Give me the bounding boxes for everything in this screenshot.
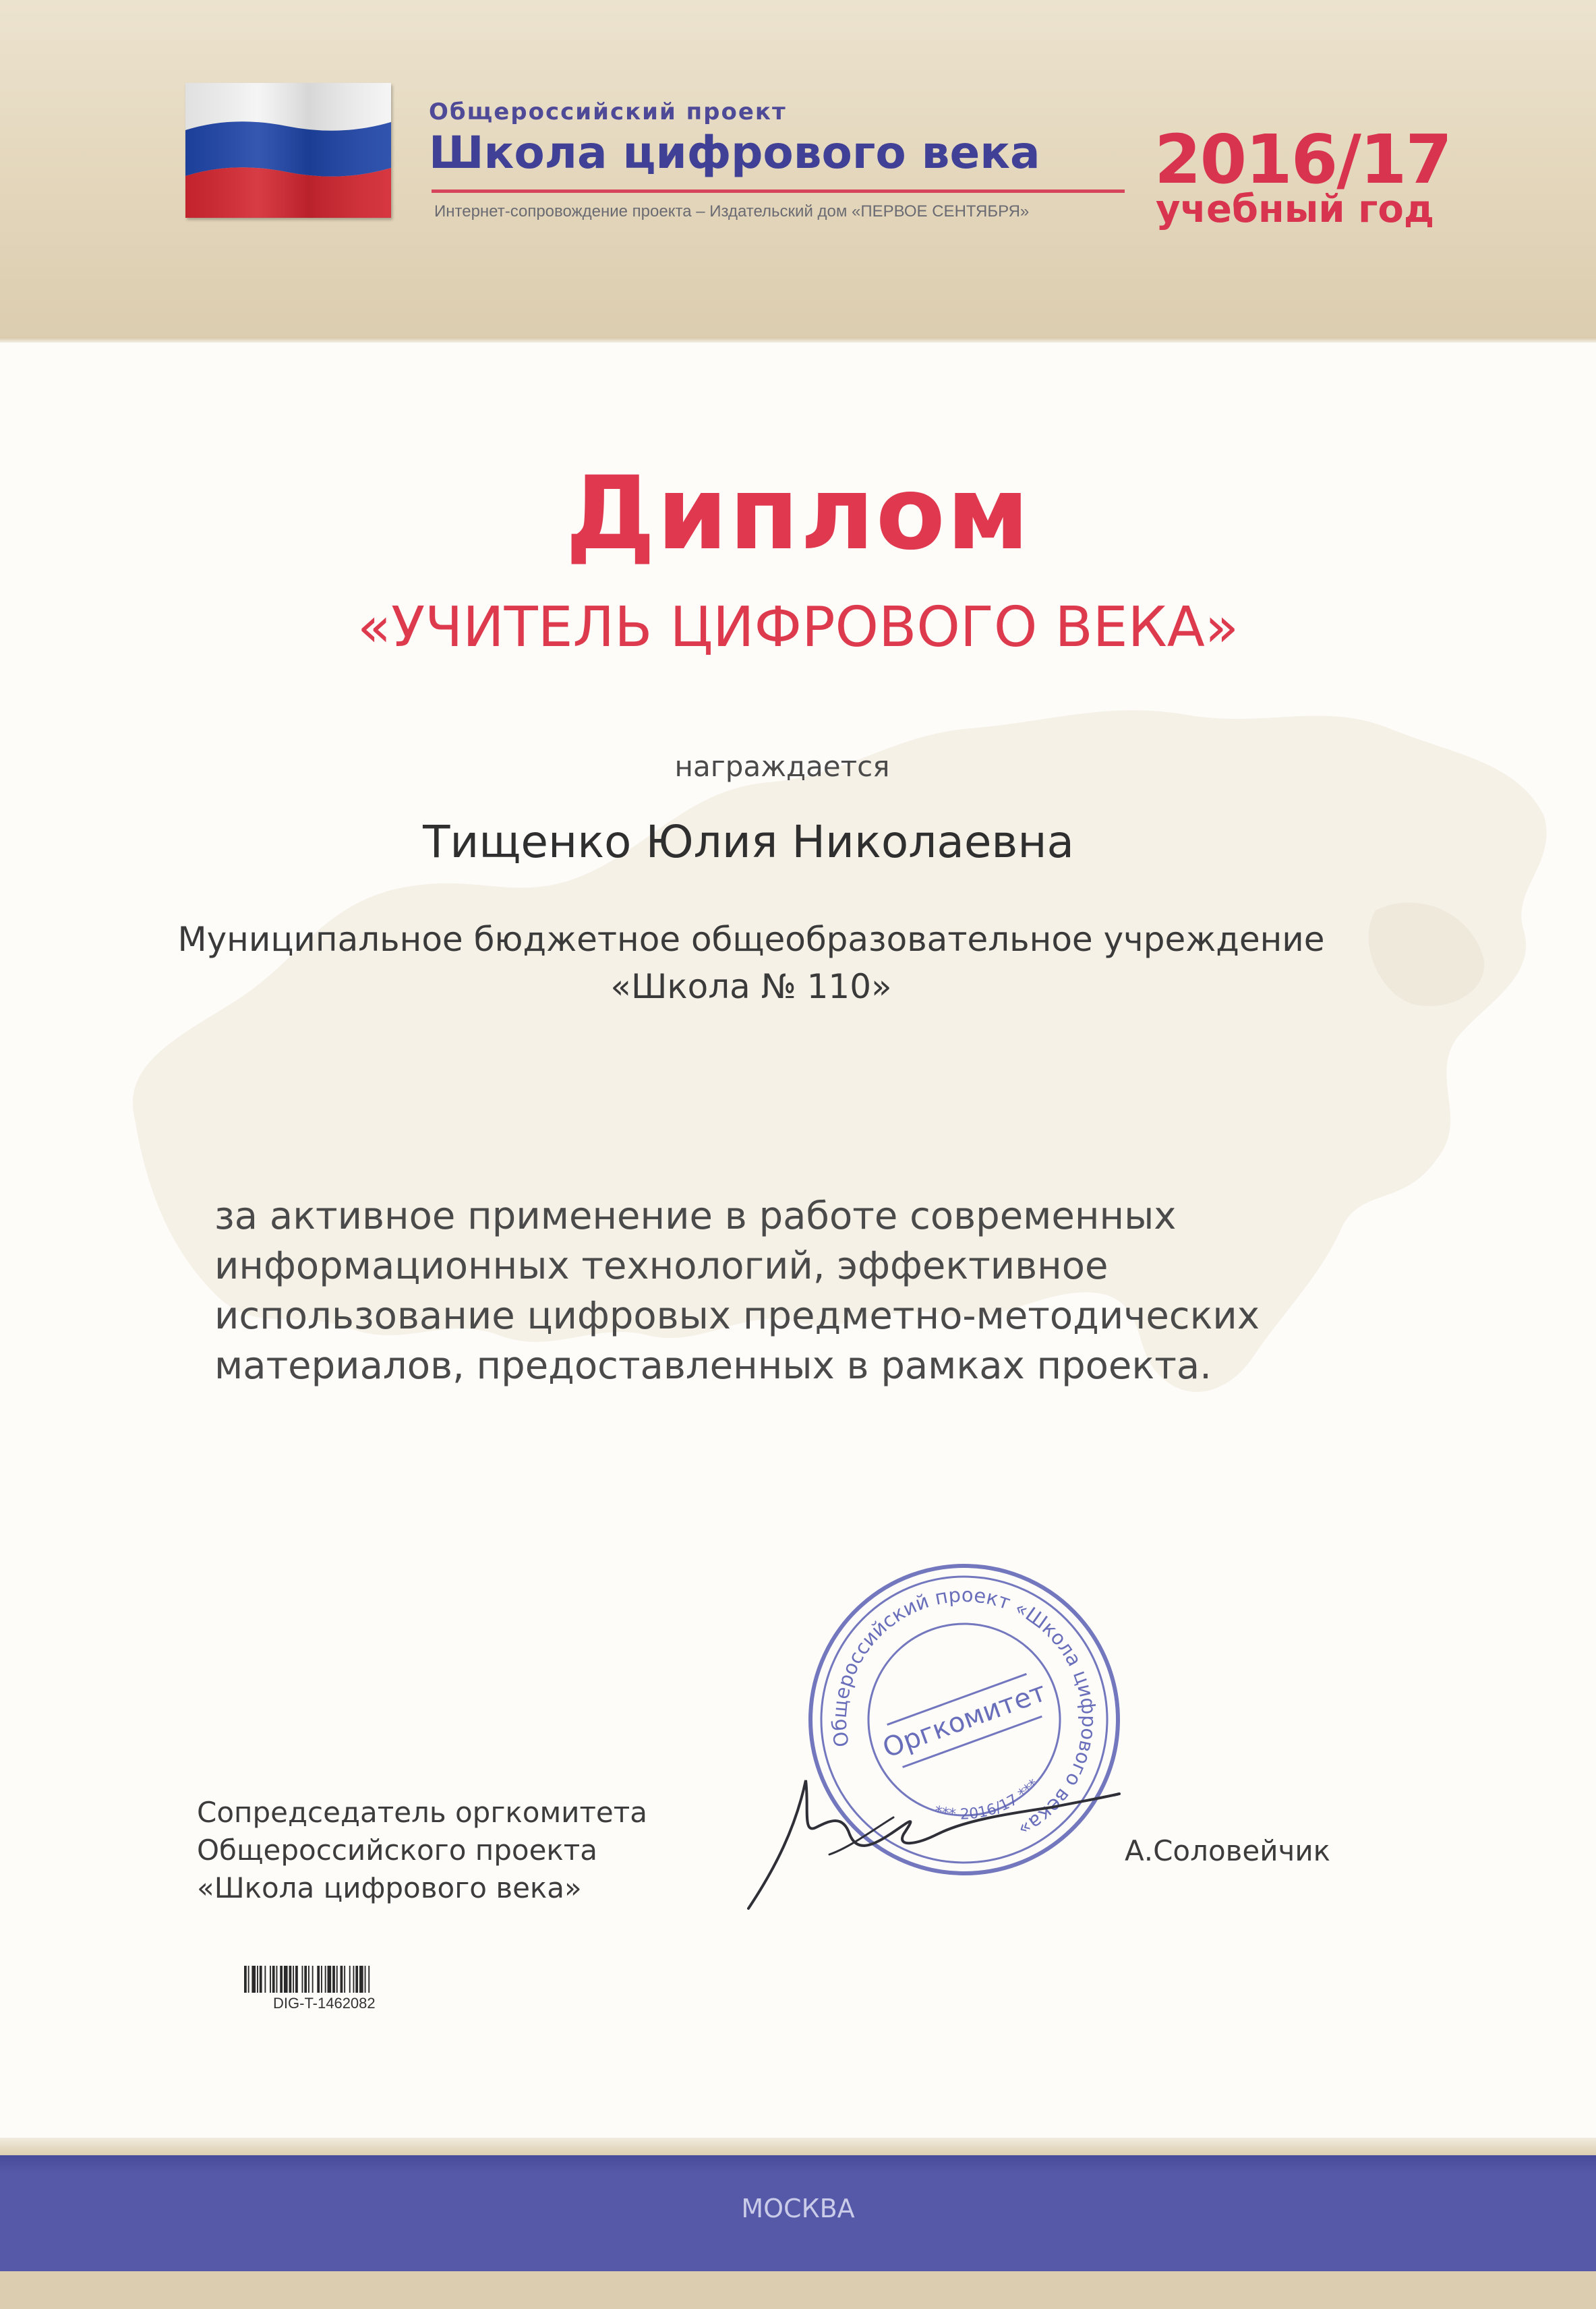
support-line: Интернет-сопровождение проекта – Издательский дом «ПЕРВОЕ СЕНТЯБРЯ»: [434, 202, 1030, 221]
barcode-bar: [349, 1966, 351, 1993]
header-rule: [432, 189, 1125, 193]
barcode-bar: [341, 1966, 343, 1993]
stamp-bottom-text: *** 2016/17 ***: [933, 1776, 1043, 1823]
organization-line: Муниципальное бюджетное общеобразовательное учреждение: [177, 920, 1325, 959]
barcode-bar: [332, 1966, 335, 1993]
signer-title-line: Общероссийского проекта: [197, 1834, 597, 1867]
barcode-bar: [308, 1966, 309, 1993]
footer-top-strip: [0, 2138, 1596, 2155]
barcode-bar: [272, 1966, 275, 1993]
signature: [735, 1733, 1126, 1915]
barcode-bar: [252, 1966, 256, 1993]
project-title: Школа цифрового века: [429, 127, 1040, 179]
recipient-name: Тищенко Юлия Николаевна: [423, 816, 1074, 868]
academic-year-label: учебный год: [1156, 187, 1435, 231]
barcode-bar: [293, 1966, 294, 1993]
academic-year: 2016/17: [1154, 120, 1452, 199]
barcode-bar: [312, 1966, 314, 1993]
barcode-bar: [284, 1966, 288, 1993]
barcode-bar: [365, 1966, 366, 1993]
reason-line: использование цифровых предметно-методических: [214, 1294, 1260, 1338]
barcode-bar: [328, 1966, 332, 1993]
barcode-bar: [344, 1966, 345, 1993]
reason-line: информационных технологий, эффективное: [214, 1244, 1109, 1288]
barcode-bar: [264, 1966, 266, 1993]
barcode-bar: [302, 1966, 303, 1993]
city-label: МОСКВА: [741, 2194, 855, 2223]
awarded-label: награждается: [674, 750, 890, 783]
barcode-bar: [325, 1966, 326, 1993]
barcode-bar: [317, 1966, 320, 1993]
barcode-bar: [244, 1966, 247, 1993]
barcode-bar: [248, 1966, 249, 1993]
header-divider: [0, 337, 1596, 343]
barcode-bar: [336, 1966, 338, 1993]
barcode-bar: [257, 1966, 258, 1993]
barcode-bar: [280, 1966, 283, 1993]
russian-flag-image: [185, 83, 391, 218]
barcode-bar: [353, 1966, 355, 1993]
barcode-code: DIG-T-1462082: [273, 1995, 376, 2012]
barcode-bar: [304, 1966, 307, 1993]
signer-title-line: «Школа цифрового века»: [197, 1871, 582, 1904]
signer-title: [197, 1794, 647, 1907]
organization-line: «Школа № 110»: [610, 967, 892, 1006]
award-reason: [214, 1192, 1260, 1391]
project-subtitle: Общероссийский проект: [429, 98, 787, 125]
signer-title-line: Сопредседатель оргкомитета: [197, 1796, 647, 1829]
reason-line: материалов, предоставленных в рамках проекта.: [214, 1344, 1212, 1388]
signer-name: А.Соловейчик: [1125, 1834, 1331, 1867]
barcode-bar: [295, 1966, 298, 1993]
barcode-bar: [260, 1966, 262, 1993]
barcode-bar: [359, 1966, 363, 1993]
barcode-bar: [289, 1966, 292, 1993]
stamp-ring-text: Общероссийский проект «Школа цифрового века»: [827, 1583, 1101, 1842]
barcode-bar: [276, 1966, 278, 1993]
barcode-bar: [368, 1966, 370, 1993]
russia-map-watermark: [94, 688, 1564, 1524]
barcode-bar: [321, 1966, 322, 1993]
reason-line: за активное применение в работе современных: [214, 1194, 1177, 1238]
footer-bottom-strip: [0, 2271, 1596, 2309]
stamp-center-text: Оргкомитет: [879, 1676, 1051, 1764]
barcode-bar: [270, 1966, 271, 1993]
barcode: [244, 1966, 415, 1993]
diploma-title: Диплом: [565, 455, 1031, 573]
organization-block: [0, 916, 1502, 1010]
barcode-bar: [355, 1966, 358, 1993]
diploma-subtitle: «УЧИТЕЛЬ ЦИФРОВОГО ВЕКА»: [357, 595, 1239, 660]
